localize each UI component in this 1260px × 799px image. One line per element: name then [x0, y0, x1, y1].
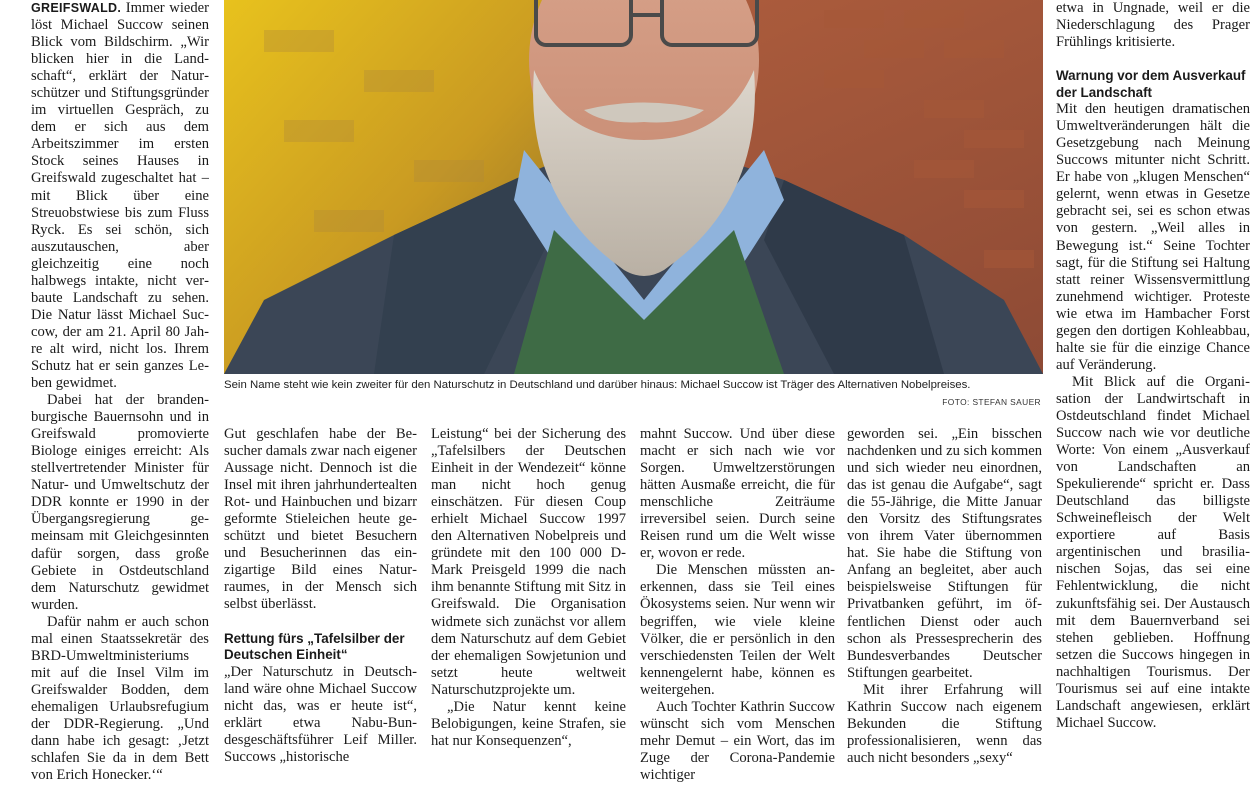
caption-text: Sein Name steht wie kein zweiter für den Naturschutz in Deutschland und darüber hinaus: Michael Succow ist Träger des Alternativen Nobelpreises. — [224, 379, 971, 391]
paragraph: Mit den heutigen dramatischen Umweltveränderungen hält die Gesetzgebung nach Meinung Succows mitunter nicht Schritt. Er habe von „klugen Menschen“ gelernt, wenn etwas in Gesetze gebracht sei, sei es schon etwas von gestern. „Weil alles in Bewegung ist.“ Seine Tochter sagt, für die Stiftung sei Haltung statt reiner Wissensvermittlung zunehmend wichtiger. Proteste wie etwa im Hambacher Forst gegen den dortigen Kohleabbau, halte sie für die einzige Chance auf Veränderung. — [1056, 101, 1250, 373]
article-column-6 — [1056, 0, 1250, 799]
paragraph: Gut geschlafen habe der Besucher damals zwar nach eigener Aussage nicht. Dennoch ist die Insel mit ihren jahrhundertealten Rot- und Hainbuchen und bizarr geformte Stieleichen heute geschützt und bietet Besuchern und Besucherinnen das einzigartige Bild eines Naturraumes, in der Mensch sich selbst überlässt. — [224, 426, 417, 613]
photo-caption — [224, 377, 1043, 407]
dateline: GREIFSWALD. — [31, 1, 122, 15]
paragraph: Mit ihrer Erfahrung will Kathrin Succow nach eigenem Bekunden die Stiftung professionalisieren, wenn das auch nicht besonders „sexy“ — [847, 681, 1042, 766]
photo-credit: FOTO: STEFAN SAUER — [942, 397, 1041, 407]
paragraph: Auch Tochter Kathrin Succow wünscht sich vom Menschen mehr Demut – ein Wort, das im Zuge der Corona-Pandemie wichtiger — [640, 698, 835, 783]
paragraph: Immer wieder löst Michael Succow seinen Blick vom Bildschirm. „Wir blicken hier in die Landschaft“, erklärt der Naturschützer und Stiftungsgründer im virtuellen Gespräch, zu dem er sich aus dem Arbeitszimmer im ersten Stock seines Hauses in Greifswald zugeschaltet hat – mit Blick über eine Streuobstwiese bis zum Fluss Ryck. Es sei schön, sich auszutauschen, aber gleichzeitig eine noch halbwegs intakte, nicht verbaute Landschaft zu sehen. Die Natur lässt Michael Succow, der am 21. April 80 Jahre alt wird, nicht los. Ihrem Schutz hat er sein ganzes Leben gewidmet. — [31, 0, 209, 392]
paragraph: Dafür nahm er auch schon mal einen Staatssekretär des BRD-Umweltministeriums mit auf die Insel Vilm im Greifswalder Bodden, dem ehemaligen Urlaubsrefugium der DDR-Regierung. „Und dann habe ich gesagt: ‚Jetzt schlafen Sie da in dem Bett von Erich Honecker.‘“ — [31, 613, 209, 784]
paragraph: „Die Natur kennt keine Belobigungen, keine Strafen, sie hat nur Konsequenzen“, — [431, 698, 626, 749]
paragraph: etwa in Ungnade, weil er die Niederschlagung des Prager Frühlings kritisierte. — [1056, 0, 1250, 51]
portrait-image — [224, 0, 1043, 374]
article-column-4 — [640, 426, 835, 799]
article-column-3 — [431, 426, 626, 799]
paragraph: Dabei hat der brandenburgische Bauernsohn und in Greifswald promovierte Biologe einiges erreicht: Als stellvertretender Minister für Natur- und Umweltschutz der DDR konnte er 1990 in der Übergangsregierung gemeinsam mit Gleichgesinnten dafür sorgen, dass große Gebiete in Ostdeutschland dem Naturschutz gewidmet wurden. — [31, 392, 209, 613]
article-column-2 — [224, 426, 417, 799]
paragraph: „Der Naturschutz in Deutschland wäre ohne Michael Succow nicht das, was er heute ist“, erklärt etwa Nabu-Bundesgeschäftsführer Leif Miller. Succows „historische — [224, 663, 417, 765]
paragraph: Mit Blick auf die Organisation der Landwirtschaft in Ostdeutschland findet Michael Succow nach wie vor deutliche Worte: Von einem „Ausverkauf von Landschaften an Spekulierende“ spricht er. Dass Deutschland das billigste Schweinefleisch der Welt exportiere auf Basis argentinischen und brasilianischen Sojas, das sei eine Fehlentwicklung, die nicht zukunftsfähig sei. Der Austausch mit dem Bauernverband sei stehen geblieben. Hoffnung setzen die Succows hingegen in nachhaltigen Tourismus. Der Tourismus sei auf eine intakte Landschaft angewiesen, erklärt Michael Succow. — [1056, 373, 1250, 731]
subheading: Rettung fürs „Tafelsilber der Deutschen Einheit“ — [224, 630, 405, 663]
paragraph: mahnt Succow. Und über diese macht er sich nach wie vor Sorgen. Umweltzerstörungen hätten Ausmaße erreicht, die für menschliche Zeiträume irreversibel seien. Durch seine Reisen rund um die Welt wisse er, wovon er rede. — [640, 426, 835, 562]
subheading: Warnung vor dem Ausverkauf der Landschaft — [1056, 68, 1246, 100]
paragraph: Leistung“ bei der Sicherung des „Tafelsilbers der Deutschen Einheit in der Wendezeit“ könne man nicht hoch genug einschätzen. Für diesen Coup erhielt Michael Succow 1997 den Alternativen Nobelpreis und gründete mit den 100 000 D-Mark Preisgeld 1999 die nach ihm benannte Stiftung mit Sitz in Greifswald. Die Organisation widmete sich zunächst vor allem dem Naturschutz auf dem Gebiet der ehemaligen Sowjetunion und setzt heute weltweit Naturschutzprojekte um. — [431, 426, 626, 698]
paragraph: Die Menschen müssten anerkennen, dass sie Teil eines Ökosystems seien. Nur wenn wir begriffen, wie viele kleine Völker, die er persönlich in den verschiedensten Teilen der Welt kennengelernt habe, können es weitergehen. — [640, 562, 835, 698]
paragraph: geworden sei. „Ein bisschen nachdenken und zu sich kommen und sich wieder neu einordnen, das ist genau die Aufgabe“, sagt die 55-Jährige, die Mitte Januar den Vorsitz des Stiftungsrates von ihrem Vater übernommen hat. Sie habe die Stiftung von Anfang an begleitet, aber auch beispielsweise Stiftungen für Privatbanken geführt, im öffentlichen Dienst oder auch schon als Pressesprecherin des Bundesverbandes Deutscher Stiftungen gearbeitet. — [847, 426, 1042, 681]
article-column-1 — [31, 0, 209, 799]
article-column-5 — [847, 426, 1042, 799]
portrait-photo — [224, 0, 1043, 374]
